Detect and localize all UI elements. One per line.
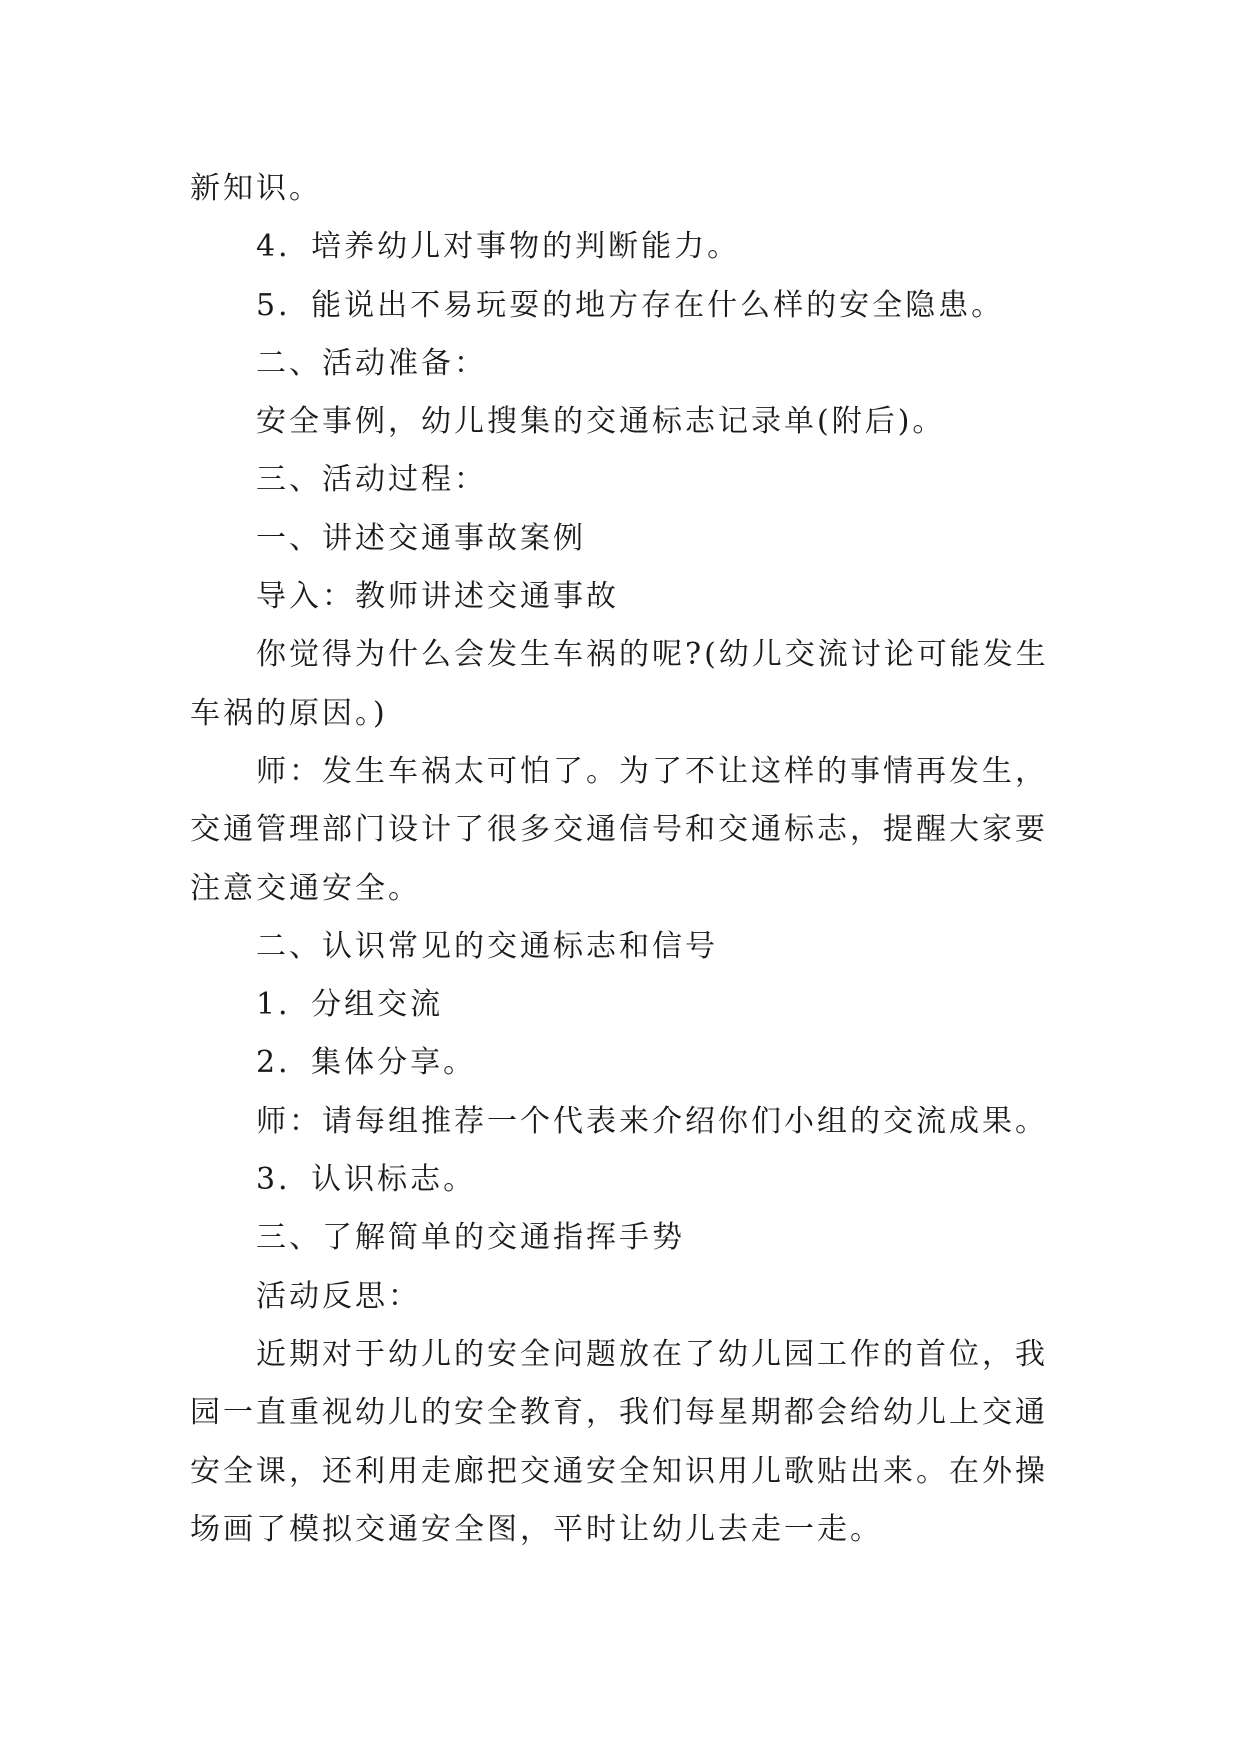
paragraph-recognize-signs: 3．认识标志。 (256, 1162, 477, 1198)
paragraph-teacher-remark: 师：发生车祸太可怕了。为了不让这样的事情再发生，交通管理部门设计了很多交通信号和交通标志，提醒大家要注意交通安全。 (190, 753, 1048, 906)
heading-activity-process: 三、活动过程： (256, 462, 487, 498)
document-body (190, 160, 1070, 1559)
paragraph-preparation-materials: 安全事例，幼儿搜集的交通标志记录单(附后)。 (256, 404, 946, 440)
heading-reflection: 活动反思： (256, 1278, 421, 1314)
paragraph-continuation: 新知识。 (190, 171, 322, 206)
paragraph-goal-5: 5．能说出不易玩耍的地方存在什么样的安全隐患。 (256, 287, 1005, 323)
heading-activity-preparation: 二、活动准备： (256, 345, 487, 381)
heading-step-3: 三、了解简单的交通指挥手势 (256, 1220, 685, 1256)
heading-step-1: 一、讲述交通事故案例 (256, 520, 586, 556)
paragraph-goal-4: 4．培养幼儿对事物的判断能力。 (256, 229, 741, 265)
paragraph-collective-sharing: 2．集体分享。 (256, 1045, 477, 1081)
paragraph-introduction: 导入：教师讲述交通事故 (256, 579, 619, 615)
heading-step-2: 二、认识常见的交通标志和信号 (256, 928, 718, 964)
paragraph-reflection-body: 近期对于幼儿的安全问题放在了幼儿园工作的首位，我园一直重视幼儿的安全教育，我们每星期都会给幼儿上交通安全课，还利用走廊把交通安全知识用儿歌贴出来。在外操场画了模拟交通安全图，平时让幼儿去走一走。 (190, 1336, 1048, 1547)
paragraph-question: 你觉得为什么会发生车祸的呢?(幼儿交流讨论可能发生车祸的原因。) (190, 637, 1049, 731)
paragraph-group-exchange: 1．分组交流 (256, 987, 444, 1023)
paragraph-teacher-request: 师：请每组推荐一个代表来介绍你们小组的交流成果。 (256, 1103, 1048, 1139)
